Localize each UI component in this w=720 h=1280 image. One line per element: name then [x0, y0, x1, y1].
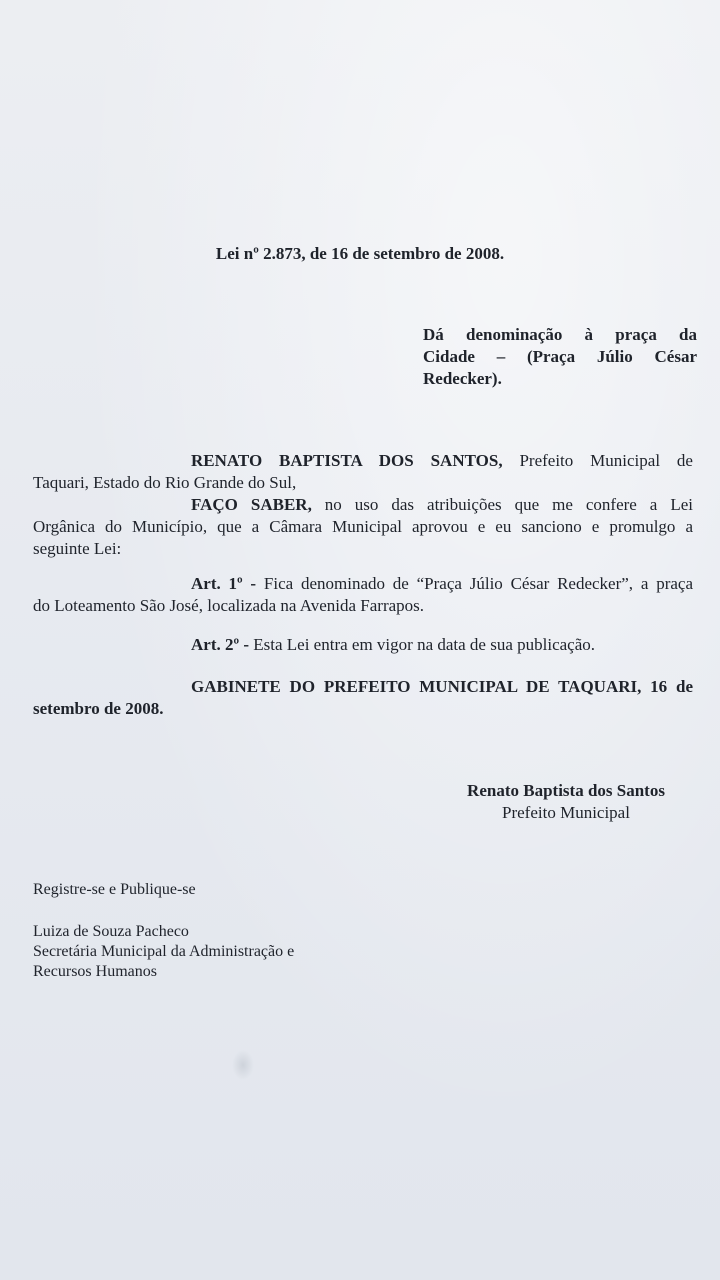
gabinete-line-2: setembro de 2008.	[33, 699, 164, 718]
article-1	[33, 573, 693, 617]
article-1-line-1	[33, 573, 693, 595]
secretary-block	[33, 922, 294, 982]
preamble-line-1	[33, 450, 693, 472]
law-summary	[423, 324, 697, 390]
summary-line-3: Redecker).	[423, 369, 502, 388]
secretary-role-line-2: Recursos Humanos	[33, 963, 157, 980]
signature-name: Renato Baptista dos Santos	[467, 781, 665, 800]
secretary-name: Luiza de Souza Pacheco	[33, 923, 189, 940]
law-title	[0, 244, 720, 264]
preamble-line-4: Orgânica do Município, que a Câmara Municipal aprovou e eu sanciono e promulgo a	[33, 517, 693, 536]
register-note	[33, 880, 196, 900]
article-1-line-2: do Loteamento São José, localizada na Avenida Farrapos.	[33, 596, 425, 615]
preamble	[33, 450, 693, 560]
article-2-label: Art. 2º -	[191, 635, 250, 654]
preamble-line-2: Taquari, Estado do Rio Grande do Sul,	[33, 473, 297, 492]
mayor-name: RENATO BAPTISTA DOS SANTOS,	[191, 451, 503, 470]
article-2-line	[33, 634, 693, 656]
gabinete-line-1: GABINETE DO PREFEITO MUNICIPAL DE TAQUARI, 16 de	[191, 677, 693, 696]
preamble-line-1-rest: Prefeito Municipal de	[502, 451, 693, 470]
faco-saber: FAÇO SABER,	[191, 495, 312, 514]
paper-smudge	[232, 1050, 254, 1080]
preamble-line-3	[33, 494, 693, 516]
summary-line-2: Cidade – (Praça Júlio César	[423, 347, 697, 366]
signature-block	[440, 780, 692, 824]
preamble-line-5: seguinte Lei:	[33, 539, 122, 558]
preamble-line-3-rest: no uso das atribuições que me confere a Lei	[311, 495, 693, 514]
article-1-label: Art. 1º -	[191, 574, 257, 593]
article-2-text: Esta Lei entra em vigor na data de sua publicação.	[249, 635, 596, 654]
secretary-role-line-1: Secretária Municipal da Administração e	[33, 943, 295, 960]
article-1-line-1-rest: Fica denominado de “Praça Júlio César Redecker”, a praça	[256, 574, 693, 593]
summary-line-1: Dá denominação à praça da	[423, 325, 697, 344]
signature-role: Prefeito Municipal	[502, 803, 630, 822]
law-title-text: Lei nº 2.873, de 16 de setembro de 2008.	[215, 244, 505, 263]
gabinete-block	[33, 676, 693, 720]
register-text: Registre-se e Publique-se	[33, 881, 196, 898]
article-2	[33, 634, 693, 656]
